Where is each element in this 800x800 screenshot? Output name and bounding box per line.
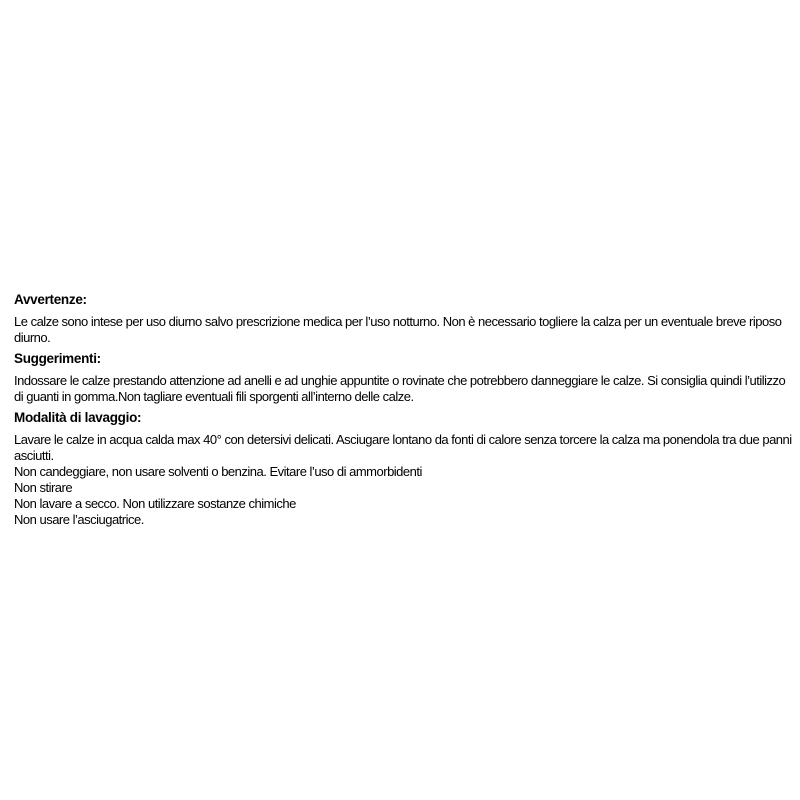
care-line-no-dry-clean: Non lavare a secco. Non utilizzare sostanze chimiche	[14, 496, 296, 511]
care-line-no-bleach: Non candeggiare, non usare solventi o benzina. Evitare l’uso di ammorbidenti	[14, 464, 422, 479]
section-modalita-di-lavaggio	[14, 410, 792, 528]
section-avvertenze	[14, 292, 792, 346]
suggerimenti-paragraph: Indossare le calze prestando attenzione ad anelli e ad unghie appuntite o rovinate che potrebbero danneggiare le calze. Si consiglia quindi l’utilizzo di guanti in gomma.Non tagliare eventuali fili sporgenti all’interno delle calze.	[14, 373, 786, 404]
modalita-di-lavaggio-heading: Modalità di lavaggio:	[14, 410, 142, 425]
suggerimenti-heading: Suggerimenti:	[14, 351, 101, 366]
care-line-no-dryer: Non usare l’asciugatrice.	[14, 512, 144, 527]
avvertenze-heading: Avvertenze:	[14, 292, 87, 307]
avvertenze-paragraph: Le calze sono intese per uso diurno salvo prescrizione medica per l’uso notturno. Non è necessario togliere la calza per un eventuale breve riposo diurno.	[14, 314, 782, 345]
care-line-no-iron: Non stirare	[14, 480, 73, 495]
lavaggio-paragraph: Lavare le calze in acqua calda max 40° con detersivi delicati. Asciugare lontano da fonti di calore senza torcere la calza ma ponendola tra due panni asciutti.	[14, 432, 792, 463]
section-suggerimenti	[14, 351, 792, 405]
